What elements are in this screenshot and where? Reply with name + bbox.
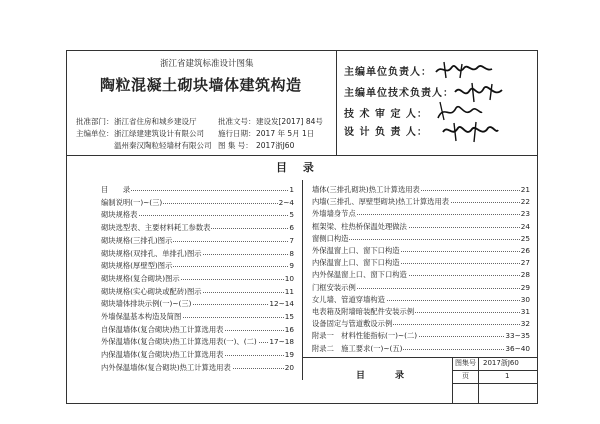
toc-row bbox=[312, 320, 530, 329]
toc-entry-title: 外墙保温基本构造及简图 bbox=[101, 312, 182, 321]
toc-row bbox=[101, 237, 294, 246]
responsible-label: 主编单位负责人： bbox=[344, 67, 432, 78]
toc-row bbox=[312, 284, 530, 293]
toc-row bbox=[312, 271, 530, 280]
toc-entry-page: 11 bbox=[284, 286, 294, 296]
toc-entry-page: 16 bbox=[284, 324, 294, 334]
editor-label: 主编单位： bbox=[76, 129, 114, 138]
toc-row bbox=[101, 250, 294, 259]
footer-page-value: 1 bbox=[505, 372, 510, 380]
toc-row bbox=[101, 351, 294, 360]
editor-unit-1: 浙江绿建建筑设计有限公司 bbox=[114, 129, 204, 138]
toc-entry-title: 窗侧口构造 bbox=[312, 233, 349, 243]
toc-entry-page: 8 bbox=[289, 248, 294, 258]
toc-entry-title: 内墙(三排孔、厚壁型砌块)热工计算选用表 bbox=[312, 197, 450, 207]
toc-entry-page: 20 bbox=[284, 362, 294, 372]
toc-entry-page: 32 bbox=[520, 319, 530, 329]
toc-entry-page: 26 bbox=[520, 246, 530, 255]
toc-entry-page: 7 bbox=[289, 235, 294, 245]
footer-mid-line bbox=[452, 370, 538, 371]
toc-entry-page: 21 bbox=[520, 185, 530, 194]
footer-divider-1 bbox=[452, 357, 453, 404]
toc-entry-title: 附录一 材料性能指标(一)~(二) bbox=[312, 331, 418, 341]
toc-entry-title: 砌块规格(复合砌块)图示 bbox=[101, 273, 180, 283]
toc-row bbox=[101, 224, 294, 233]
toc-entry-title: 内保温窗上口、窗下口构造 bbox=[312, 258, 400, 268]
toc-entry-title: 编制说明(一)~(三) bbox=[101, 197, 163, 207]
toc-entry-page: 29 bbox=[520, 282, 530, 292]
toc-heading: 目 录 bbox=[276, 161, 320, 174]
toc-entry-title: 外保温墙体(复合砌块)热工计算选用表(一)、(二) bbox=[101, 337, 257, 347]
footer-atlas-value: 2017浙J60 bbox=[483, 359, 519, 367]
toc-entry-page: 19 bbox=[284, 350, 294, 360]
signature-image bbox=[432, 58, 496, 82]
editor-unit-2: 温州秦汉陶粒轻墙材有限公司 bbox=[114, 141, 212, 150]
toc-row bbox=[101, 288, 294, 297]
toc-row bbox=[101, 300, 294, 309]
toc-entry-page: 6 bbox=[289, 223, 294, 233]
header-divider bbox=[66, 155, 538, 156]
footer-row-line bbox=[452, 383, 538, 384]
toc-row bbox=[101, 186, 294, 195]
toc-entry-title: 内外保温窗上口、窗下口构造 bbox=[312, 270, 407, 280]
toc-entry-page: 28 bbox=[520, 270, 530, 280]
approval-unit: 浙江省住房和城乡建设厅 bbox=[114, 117, 197, 126]
toc-entry-title: 电表箱及附墙暗装配件安装示例 bbox=[312, 307, 415, 316]
toc-row bbox=[101, 275, 294, 284]
toc-row bbox=[101, 211, 294, 220]
toc-entry-page: 33~35 bbox=[505, 331, 530, 341]
toc-entry-page: 17~18 bbox=[269, 337, 294, 347]
toc-entry-page: 1 bbox=[289, 185, 294, 194]
toc-entry-title: 框架梁、柱热桥保温处理做法 bbox=[312, 221, 407, 231]
toc-entry-page: 24 bbox=[520, 221, 530, 231]
toc-entry-title: 门框安装示例 bbox=[312, 282, 356, 292]
toc-entry-page: 36~40 bbox=[505, 343, 530, 353]
toc-row bbox=[101, 364, 294, 373]
signature-image bbox=[440, 120, 500, 144]
responsible-label: 设 计 负 责 人： bbox=[344, 127, 428, 138]
responsible-label: 主编单位技术负责人： bbox=[344, 88, 454, 99]
toc-row bbox=[312, 186, 530, 195]
toc-row bbox=[312, 259, 530, 268]
toc-entry-page: 12~14 bbox=[269, 299, 294, 309]
toc-row bbox=[312, 198, 530, 207]
effective-date-label: 施行日期： bbox=[218, 129, 256, 138]
toc-entry-page: 9 bbox=[289, 261, 294, 271]
toc-entry-page: 25 bbox=[520, 233, 530, 243]
toc-entry-title: 外墙墙身节点 bbox=[312, 209, 356, 219]
toc-entry-title: 内外保温墙体(复合砌块)热工计算选用表 bbox=[101, 362, 231, 372]
page-title: 陶粒混凝土砌块墙体建筑构造 bbox=[100, 76, 302, 94]
approval-number-label: 批准文号： bbox=[218, 117, 256, 126]
approval-unit-label: 批准部门： bbox=[76, 117, 114, 126]
toc-entry-page: 23 bbox=[520, 209, 530, 219]
atlas-number-label: 图 集 号： bbox=[218, 141, 253, 150]
header-vertical-divider bbox=[336, 50, 337, 155]
toc-entry-page: 15 bbox=[284, 312, 294, 321]
effective-date: 2017 年 5月 1日 bbox=[256, 129, 315, 138]
approval-number: 建设发[2017] 84号 bbox=[256, 117, 323, 126]
toc-entry-title: 设备固定与管道敷设示例 bbox=[312, 319, 393, 329]
toc-entry-title: 外保温窗上口、窗下口构造 bbox=[312, 246, 400, 255]
toc-row bbox=[312, 308, 530, 317]
toc-row bbox=[101, 262, 294, 271]
footer-top-line bbox=[302, 357, 538, 358]
footer-page-label: 页 bbox=[462, 372, 469, 380]
toc-entry-title: 女儿墙、管道穿墙构造 bbox=[312, 294, 385, 304]
toc-row bbox=[101, 313, 294, 322]
toc-entry-page: 30 bbox=[520, 294, 530, 304]
toc-entry-page: 31 bbox=[520, 307, 530, 316]
atlas-number: 2017浙J60 bbox=[256, 141, 295, 150]
footer-atlas-label: 图集号 bbox=[455, 359, 476, 367]
toc-entry-title: 砌块选型表、主要材料耗工参数表 bbox=[101, 223, 211, 233]
toc-row bbox=[312, 332, 530, 341]
toc-entry-title: 内保温墙体(复合砌块)热工计算选用表 bbox=[101, 350, 224, 360]
toc-row bbox=[312, 210, 530, 219]
footer-divider-2 bbox=[478, 357, 479, 404]
toc-entry-page: 27 bbox=[520, 258, 530, 268]
toc-entry-title: 自保温墙体(复合砌块)热工计算选用表 bbox=[101, 324, 224, 334]
toc-row bbox=[312, 235, 530, 244]
toc-entry-page: 22 bbox=[520, 197, 530, 207]
toc-entry-title: 砌块规格表 bbox=[101, 210, 138, 220]
toc-entry-title: 墙体(三排孔砌块)热工计算选用表 bbox=[312, 185, 420, 194]
toc-row bbox=[101, 326, 294, 335]
toc-row bbox=[312, 247, 530, 256]
responsible-label: 技 术 审 定 人： bbox=[344, 109, 428, 120]
toc-row bbox=[312, 345, 530, 354]
toc-entry-title: 砌块规格(双排孔、单排孔)图示 bbox=[101, 248, 202, 258]
toc-entry-page: 2~4 bbox=[278, 197, 294, 207]
atlas-series-title: 浙江省建筑标准设计图集 bbox=[160, 59, 254, 69]
toc-entry-title: 附录二 施工要求(一)~(五) bbox=[312, 343, 403, 353]
toc-row bbox=[101, 199, 294, 208]
toc-row bbox=[312, 296, 530, 305]
footer-title: 目 录 bbox=[356, 371, 409, 381]
toc-entry-page: 10 bbox=[284, 273, 294, 283]
toc-entry-title: 目 录 bbox=[101, 185, 131, 194]
toc-entry-page: 5 bbox=[289, 210, 294, 220]
toc-center-divider bbox=[302, 180, 303, 380]
toc-entry-title: 砌块墙体排块示例(一)~(三) bbox=[101, 299, 192, 309]
toc-entry-title: 砌块规格(厚壁型)图示 bbox=[101, 261, 173, 271]
toc-entry-title: 砌块规格(实心砌块或配砖)图示 bbox=[101, 286, 202, 296]
toc-row bbox=[312, 223, 530, 232]
toc-entry-title: 砌块规格(三排孔)图示 bbox=[101, 235, 173, 245]
toc-row bbox=[101, 338, 294, 347]
